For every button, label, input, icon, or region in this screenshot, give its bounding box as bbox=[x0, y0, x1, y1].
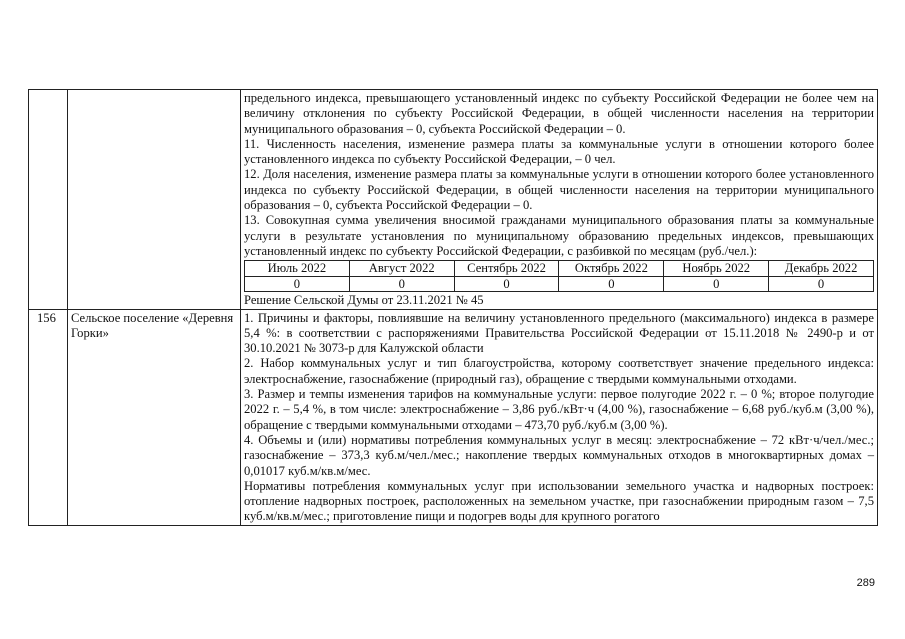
entry-paragraph-2: 2. Набор коммунальных услуг и тип благоустройства, которому соответствует значение предельного индекса: электроснабжение, газоснабжение (природный газ), обращение с твердыми коммунальными отходами. bbox=[244, 356, 874, 386]
name-cell-empty bbox=[68, 90, 241, 310]
month-header: Сентябрь 2022 bbox=[454, 261, 559, 277]
month-value: 0 bbox=[454, 276, 559, 292]
month-value: 0 bbox=[664, 276, 769, 292]
month-header: Август 2022 bbox=[349, 261, 454, 277]
paragraph-12: 12. Доля населения, изменение размера платы за коммунальные услуги в отношении которого более установленного индекса по субъекту Российской Федерации, в общей численности населения на территории муниципального образования – 0, субъекта Российской Федерации – 0. bbox=[244, 167, 874, 213]
entry-number: 156 bbox=[29, 309, 68, 525]
content-cell-entry bbox=[241, 309, 878, 525]
table-row-156 bbox=[29, 309, 878, 525]
entry-paragraph-norms: Нормативы потребления коммунальных услуг при использовании земельного участка и надворных построек: отопление надворных построек, расположенных на земельном участке, при газоснабжении природным газом – 7,5 куб.м/кв.м/мес.; приготовление пищи и подогрев воды для крупного рогатого bbox=[244, 478, 874, 524]
month-header: Октябрь 2022 bbox=[559, 261, 664, 277]
settlement-name: Сельское поселение «Деревня Горки» bbox=[68, 309, 241, 525]
month-header: Июль 2022 bbox=[245, 261, 350, 277]
paragraph-11: 11. Численность населения, изменение размера платы за коммунальные услуги в отношении которого более установленного индекса по субъекту Российской Федерации, – 0 чел. bbox=[244, 136, 874, 167]
months-header-row bbox=[245, 261, 874, 277]
tariff-table bbox=[28, 89, 878, 526]
page-number: 289 bbox=[856, 577, 875, 589]
month-value: 0 bbox=[245, 276, 350, 292]
month-header: Ноябрь 2022 bbox=[664, 261, 769, 277]
month-header: Декабрь 2022 bbox=[769, 261, 874, 277]
month-value: 0 bbox=[769, 276, 874, 292]
table-row-continuation bbox=[29, 90, 878, 310]
months-value-row bbox=[245, 276, 874, 292]
monthly-sum-table bbox=[244, 260, 874, 292]
paragraph-13: 13. Совокупная сумма увеличения вносимой гражданами муниципального образования платы за коммунальные услуги в результате установления по муниципальному образованию предельных индексов, превышающих установленный индекс по субъекту Российской Федерации, с разбивкой по месяцам (руб./чел.): bbox=[244, 213, 874, 258]
entry-paragraph-3: 3. Размер и темпы изменения тарифов на коммунальные услуги: первое полугодие 2022 г. – 0 %; второе полугодие 2022 г. – 5,4 %, в том числе: электроснабжение – 3,86 руб./кВт·ч (4,00 %), газоснабжение – 6,68 руб./куб.м (3,00 %), обращение с твердыми коммунальными отходами – 473,70 руб./куб.м (3,00 %). bbox=[244, 387, 874, 432]
number-cell-empty bbox=[29, 90, 68, 310]
paragraph-continuation: предельного индекса, превышающего установленный индекс по субъекту Российской Федерации не более чем на величину отклонения по субъекту Российской Федерации, в общей численности населения на территории муниципального образования – 0, субъекта Российской Федерации – 0. bbox=[244, 91, 874, 136]
content-cell-continuation bbox=[241, 90, 878, 310]
entry-paragraph-1: 1. Причины и факторы, повлиявшие на величину установленного предельного (максимального) индекса в размере 5,4 %: в соответствии с распоряжениями Правительства Российской Федерации от 15.11.2018 № 2490-р и от 30.10.2021 № 3073-р для Калужской области bbox=[244, 310, 874, 356]
month-value: 0 bbox=[559, 276, 664, 292]
month-value: 0 bbox=[349, 276, 454, 292]
decision-reference: Решение Сельской Думы от 23.11.2021 № 45 bbox=[244, 293, 484, 308]
entry-paragraph-4: 4. Объемы и (или) нормативы потребления коммунальных услуг в месяц: электроснабжение – 72 кВт·ч/чел./мес.; газоснабжение – 373,3 куб.м/чел./мес.; накопление твердых коммунальных отходов в многоквартирных домах – 0,01017 куб.м/кв.м/мес. bbox=[244, 432, 874, 478]
